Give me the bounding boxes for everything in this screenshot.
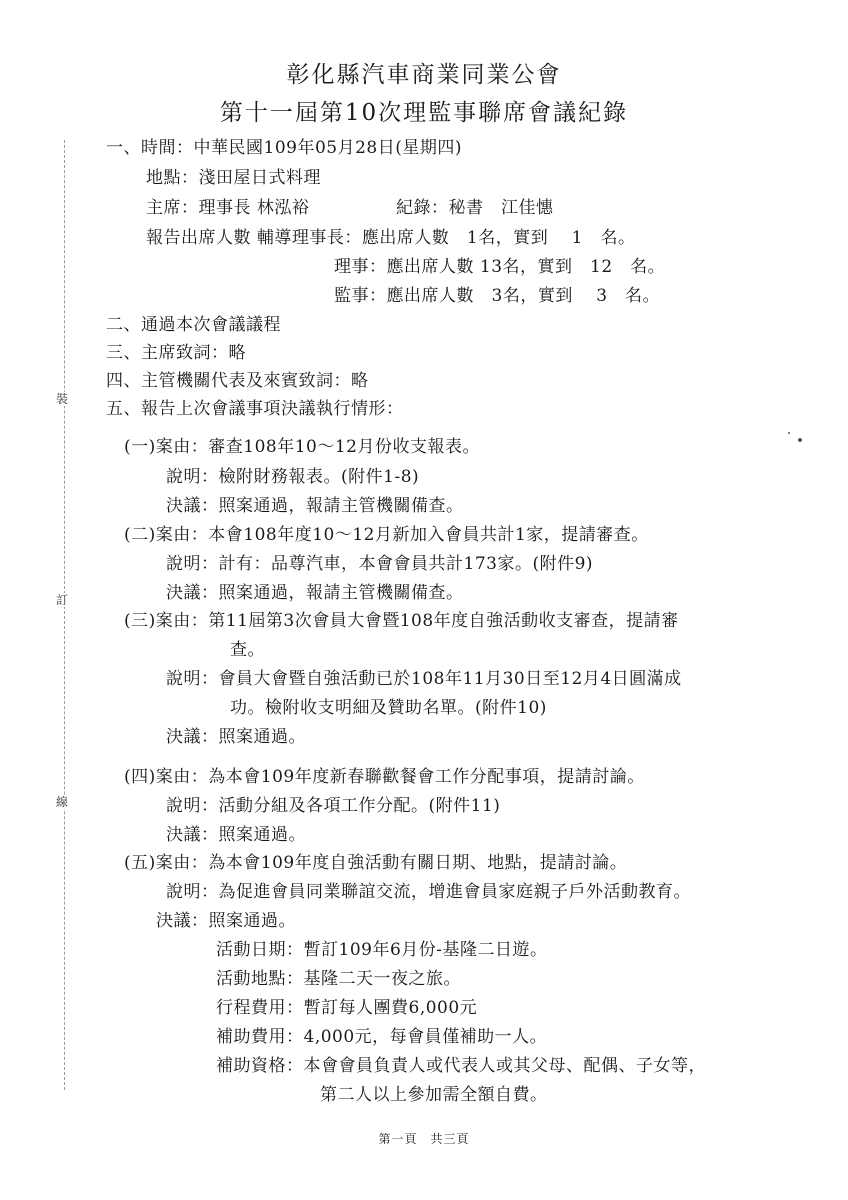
item-1-case: (一)案由：審查108年10～12月份收支報表。: [124, 437, 480, 457]
binding-line: [64, 140, 65, 1090]
item-5-decision: 決議：照案通過。: [156, 911, 296, 931]
item-2-case: (二)案由：本會108年度10～12月新加入會員共計1家，提請審查。: [124, 525, 649, 545]
item-3-case-cont: 查。: [230, 640, 265, 660]
item-1-decision: 決議：照案通過，報請主管機關備查。: [166, 496, 464, 516]
item-5-date: 活動日期：暫訂109年6月份-基隆二日遊。: [216, 940, 548, 960]
page-footer: 第一頁 共三頁: [378, 1132, 470, 1146]
item-3-note: 說明：會員大會暨自強活動已於108年11月30日至12月4日圓滿成: [166, 669, 682, 689]
section-previous-report: 五、報告上次會議事項決議執行情形：: [106, 399, 404, 419]
meeting-recorder: 紀錄：秘書 江佳憓: [396, 198, 554, 218]
item-3-decision: 決議：照案通過。: [166, 727, 306, 747]
item-3-note-cont: 功。檢附收支明細及贊助名單。(附件10): [230, 698, 547, 718]
item-4-case: (四)案由：為本會109年度新春聯歡餐會工作分配事項，提請討論。: [124, 767, 645, 787]
item-5-case: (五)案由：為本會109年度自強活動有關日期、地點，提請討論。: [124, 853, 628, 873]
item-5-location: 活動地點：基隆二天一夜之旅。: [216, 969, 461, 989]
item-4-decision: 決議：照案通過。: [166, 825, 306, 845]
meeting-place: 地點：淺田屋日式料理: [146, 168, 321, 188]
binding-mark-2: 訂: [56, 593, 69, 607]
item-5-subsidy: 補助費用：4,000元，每會員僅補助一人。: [216, 1027, 548, 1047]
item-5-eligibility-cont: 第二人以上參加需全額自費。: [320, 1085, 548, 1105]
item-4-note: 說明：活動分組及各項工作分配。(附件11): [166, 796, 501, 816]
item-5-eligibility: 補助資格：本會會員負責人或代表人或其父母、配偶、子女等，: [216, 1056, 706, 1076]
org-title: 彰化縣汽車商業同業公會: [286, 62, 562, 88]
item-1-note: 說明：檢附財務報表。(附件1-8): [166, 467, 420, 487]
binding-mark-1: 裝: [56, 392, 69, 406]
section-chair-speech: 三、主席致詞：略: [106, 343, 246, 363]
meeting-title: 第十一屆第10次理監事聯席會議紀錄: [219, 100, 629, 126]
scan-speck: [788, 432, 790, 434]
scan-speck: [798, 438, 802, 442]
attendance-directors: 理事：應出席人數 13名，實到 12 名。: [334, 257, 666, 277]
binding-mark-3: 線: [56, 795, 69, 809]
item-3-case: (三)案由：第11屆第3次會員大會暨108年度自強活動收支審查，提請審: [124, 611, 679, 631]
section-guest-speech: 四、主管機關代表及來賓致詞：略: [106, 371, 369, 391]
item-5-cost: 行程費用：暫訂每人團費6,000元: [216, 998, 478, 1018]
item-2-note: 說明：計有：品尊汽車，本會會員共計173家。(附件9): [166, 554, 594, 574]
meeting-chair: 主席：理事長 林泓裕: [146, 198, 310, 218]
meeting-time: 一、時間：中華民國109年05月28日(星期四): [106, 138, 462, 158]
section-agenda: 二、通過本次會議議程: [106, 315, 281, 335]
item-2-decision: 決議：照案通過，報請主管機關備查。: [166, 583, 464, 603]
attendance-advisor: 報告出席人數 輔導理事長：應出席人數 1名，實到 1 名。: [146, 228, 636, 248]
item-5-note: 說明：為促進會員同業聯誼交流，增進會員家庭親子戶外活動教育。: [166, 882, 691, 902]
attendance-supervisors: 監事：應出席人數 3名，實到 3 名。: [334, 286, 661, 306]
